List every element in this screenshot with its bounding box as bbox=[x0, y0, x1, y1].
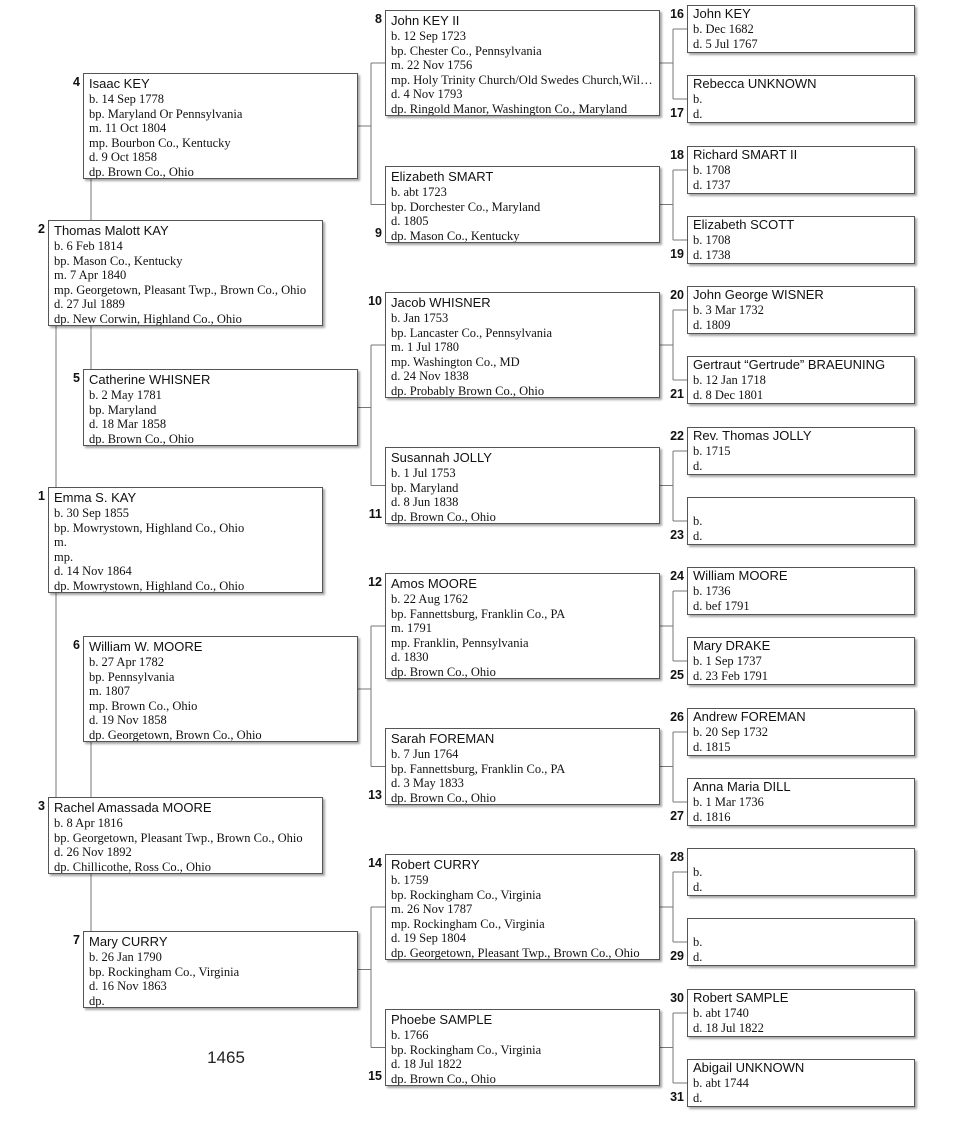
person-number: 12 bbox=[368, 575, 382, 589]
person-fact: dp. Ringold Manor, Washington Co., Maryland bbox=[391, 101, 628, 116]
person-fact: dp. Brown Co., Ohio bbox=[391, 1071, 496, 1086]
person-fact: d. 24 Nov 1838 bbox=[391, 369, 469, 384]
person-name: Mary CURRY bbox=[89, 934, 168, 949]
person-name: Richard SMART II bbox=[693, 147, 798, 162]
person-number: 21 bbox=[670, 387, 684, 401]
person-fact: b. Jan 1753 bbox=[391, 311, 449, 325]
person-box-12 bbox=[385, 573, 660, 679]
person-box-28 bbox=[687, 848, 915, 896]
person-fact: bp. Rockingham Co., Virginia bbox=[89, 964, 240, 979]
person-fact: bp. Maryland Or Pennsylvania bbox=[89, 106, 243, 121]
person-fact: b. Dec 1682 bbox=[693, 22, 754, 36]
person-fact: bp. Maryland bbox=[89, 402, 157, 417]
person-fact: d. bbox=[693, 106, 703, 121]
person-name: Anna Maria DILL bbox=[693, 779, 791, 794]
person-fact: m. 26 Nov 1787 bbox=[391, 902, 473, 917]
person-box-9 bbox=[385, 166, 660, 243]
person-box-17 bbox=[687, 75, 915, 123]
person-fact: bp. Fannettsburg, Franklin Co., PA bbox=[391, 606, 566, 621]
person-box-7 bbox=[83, 931, 358, 1008]
person-fact: bp. Fannettsburg, Franklin Co., PA bbox=[391, 761, 566, 776]
person-name: Sarah FOREMAN bbox=[391, 731, 495, 746]
person-fact: b. 20 Sep 1732 bbox=[693, 725, 768, 739]
person-fact: m. 7 Apr 1840 bbox=[54, 268, 127, 283]
person-fact: m. 1 Jul 1780 bbox=[391, 340, 460, 355]
person-fact: d. 1830 bbox=[391, 650, 429, 665]
person-fact: d. bef 1791 bbox=[693, 598, 750, 613]
person-fact: b. abt 1744 bbox=[693, 1076, 749, 1090]
person-fact: dp. Brown Co., Ohio bbox=[89, 431, 194, 446]
person-name: Rachel Amassada MOORE bbox=[54, 800, 212, 815]
person-name: Phoebe SAMPLE bbox=[391, 1012, 493, 1027]
person-number: 15 bbox=[368, 1069, 382, 1083]
person-fact: d. 18 Jul 1822 bbox=[391, 1057, 462, 1072]
person-fact: d. 8 Dec 1801 bbox=[693, 387, 764, 402]
person-number: 5 bbox=[73, 371, 80, 385]
person-fact: b. bbox=[693, 865, 703, 879]
person-box-30 bbox=[687, 989, 915, 1037]
person-fact: d. 19 Nov 1858 bbox=[89, 713, 167, 728]
person-box-31 bbox=[687, 1059, 915, 1107]
person-box-11 bbox=[385, 447, 660, 524]
person-fact: m. 1807 bbox=[89, 684, 130, 699]
person-fact: d. 23 Feb 1791 bbox=[693, 668, 768, 683]
person-fact: d. 14 Nov 1864 bbox=[54, 564, 132, 579]
person-box-16 bbox=[687, 5, 915, 53]
person-number: 29 bbox=[670, 949, 684, 963]
person-fact: b. 1759 bbox=[391, 873, 429, 887]
person-box-19 bbox=[687, 216, 915, 264]
person-number: 22 bbox=[670, 429, 684, 443]
person-fact: bp. Rockingham Co., Virginia bbox=[391, 887, 542, 902]
person-fact: b. abt 1723 bbox=[391, 185, 447, 199]
person-fact: b. 26 Jan 1790 bbox=[89, 950, 162, 964]
person-box-22 bbox=[687, 427, 915, 475]
person-number: 28 bbox=[670, 850, 684, 864]
person-fact: b. bbox=[693, 935, 703, 949]
person-fact: bp. Rockingham Co., Virginia bbox=[391, 1042, 542, 1057]
person-box-8 bbox=[385, 10, 660, 116]
person-fact: b. 14 Sep 1778 bbox=[89, 92, 164, 106]
person-box-18 bbox=[687, 146, 915, 194]
person-fact: mp. Brown Co., Ohio bbox=[89, 698, 198, 713]
person-fact: b. 1708 bbox=[693, 163, 731, 177]
person-fact: dp. Mason Co., Kentucky bbox=[391, 228, 520, 243]
person-fact: d. bbox=[693, 949, 703, 964]
person-fact: d. 16 Nov 1863 bbox=[89, 979, 167, 994]
person-name: Emma S. KAY bbox=[54, 490, 137, 505]
person-name bbox=[693, 849, 910, 865]
person-name: Elizabeth SMART bbox=[391, 169, 494, 184]
person-fact: b. 1 Sep 1737 bbox=[693, 654, 762, 668]
person-name: Mary DRAKE bbox=[693, 638, 771, 653]
person-fact: mp. Rockingham Co., Virginia bbox=[391, 916, 545, 931]
person-number: 11 bbox=[368, 507, 382, 521]
person-number: 4 bbox=[73, 75, 80, 89]
person-box-13 bbox=[385, 728, 660, 805]
person-fact: mp. Bourbon Co., Kentucky bbox=[89, 135, 231, 150]
person-fact: b. 1715 bbox=[693, 444, 731, 458]
person-number: 18 bbox=[670, 148, 684, 162]
person-fact: b. 1766 bbox=[391, 1028, 429, 1042]
person-fact: d. 1816 bbox=[693, 809, 731, 824]
person-fact: m. 11 Oct 1804 bbox=[89, 121, 167, 136]
person-name: Rebecca UNKNOWN bbox=[693, 76, 817, 91]
person-fact: d. 1738 bbox=[693, 247, 731, 262]
person-box-23 bbox=[687, 497, 915, 545]
person-fact: mp. Franklin, Pennsylvania bbox=[391, 635, 529, 650]
person-name: Isaac KEY bbox=[89, 76, 150, 91]
person-fact: b. 7 Jun 1764 bbox=[391, 747, 459, 761]
person-number: 2 bbox=[38, 222, 45, 236]
person-name: Thomas Malott KAY bbox=[54, 223, 169, 238]
person-number: 31 bbox=[670, 1090, 684, 1104]
person-name: Gertraut “Gertrude” BRAEUNING bbox=[693, 357, 886, 372]
person-name: Susannah JOLLY bbox=[391, 450, 492, 465]
person-box-4 bbox=[83, 73, 358, 179]
person-fact: bp. Dorchester Co., Maryland bbox=[391, 199, 541, 214]
person-name: John KEY bbox=[693, 6, 751, 21]
person-number: 20 bbox=[670, 288, 684, 302]
person-fact: m. 1791 bbox=[391, 621, 432, 636]
person-name: William MOORE bbox=[693, 568, 788, 583]
person-fact: dp. Brown Co., Ohio bbox=[391, 790, 496, 805]
person-name: Andrew FOREMAN bbox=[693, 709, 806, 724]
person-box-29 bbox=[687, 918, 915, 966]
person-fact: mp. bbox=[54, 549, 74, 564]
person-fact: d. 3 May 1833 bbox=[391, 776, 464, 791]
person-fact: b. bbox=[693, 514, 703, 528]
person-fact: dp. New Corwin, Highland Co., Ohio bbox=[54, 311, 242, 326]
person-fact: b. 1 Mar 1736 bbox=[693, 795, 764, 809]
person-fact: b. abt 1740 bbox=[693, 1006, 749, 1020]
person-box-2 bbox=[48, 220, 323, 326]
person-fact: b. 22 Aug 1762 bbox=[391, 592, 469, 606]
person-name: Elizabeth SCOTT bbox=[693, 217, 795, 232]
person-fact: b. 1736 bbox=[693, 584, 731, 598]
person-fact: dp. Brown Co., Ohio bbox=[89, 164, 194, 179]
person-name bbox=[693, 498, 910, 514]
person-number: 24 bbox=[670, 569, 684, 583]
person-number: 19 bbox=[670, 247, 684, 261]
chart-number: 1465 bbox=[207, 1048, 245, 1067]
person-fact: b. 12 Sep 1723 bbox=[391, 29, 466, 43]
person-number: 3 bbox=[38, 799, 45, 813]
person-name: John KEY II bbox=[391, 13, 460, 28]
person-fact: mp. Holy Trinity Church/Old Swedes Church,Wil… bbox=[391, 72, 653, 87]
person-fact: dp. Brown Co., Ohio bbox=[391, 664, 496, 679]
person-fact: d. 19 Sep 1804 bbox=[391, 931, 466, 946]
person-fact: dp. Mowrystown, Highland Co., Ohio bbox=[54, 578, 245, 593]
person-fact: mp. Georgetown, Pleasant Twp., Brown Co., Ohio bbox=[54, 282, 307, 297]
person-number: 14 bbox=[368, 856, 382, 870]
person-fact: b. 12 Jan 1718 bbox=[693, 373, 766, 387]
person-box-20 bbox=[687, 286, 915, 334]
person-fact: bp. Mason Co., Kentucky bbox=[54, 253, 183, 268]
person-fact: dp. Brown Co., Ohio bbox=[391, 509, 496, 524]
person-number: 26 bbox=[670, 710, 684, 724]
person-fact: d. 4 Nov 1793 bbox=[391, 87, 463, 102]
person-fact: d. 1809 bbox=[693, 317, 731, 332]
person-fact: d. 9 Oct 1858 bbox=[89, 150, 158, 165]
person-name: Robert SAMPLE bbox=[693, 990, 789, 1005]
person-number: 25 bbox=[670, 668, 684, 682]
person-number: 10 bbox=[368, 294, 382, 308]
person-name: Abigail UNKNOWN bbox=[693, 1060, 805, 1075]
person-fact: b. 3 Mar 1732 bbox=[693, 303, 764, 317]
person-number: 9 bbox=[375, 226, 382, 240]
person-box-5 bbox=[83, 369, 358, 446]
person-fact: d. bbox=[693, 1090, 703, 1105]
person-box-10 bbox=[385, 292, 660, 398]
person-fact: dp. Georgetown, Brown Co., Ohio bbox=[89, 727, 262, 742]
person-fact: dp. Georgetown, Pleasant Twp., Brown Co., Ohio bbox=[391, 945, 640, 960]
person-box-24 bbox=[687, 567, 915, 615]
person-box-27 bbox=[687, 778, 915, 826]
person-number: 1 bbox=[38, 489, 45, 503]
person-number: 17 bbox=[670, 106, 684, 120]
person-fact: d. 18 Mar 1858 bbox=[89, 417, 167, 432]
person-fact: bp. Chester Co., Pennsylvania bbox=[391, 43, 542, 58]
person-fact: d. bbox=[693, 458, 703, 473]
person-fact: bp. Georgetown, Pleasant Twp., Brown Co., Ohio bbox=[54, 830, 303, 845]
person-name: Jacob WHISNER bbox=[391, 295, 491, 310]
person-fact: d. 26 Nov 1892 bbox=[54, 845, 132, 860]
person-fact: dp. Probably Brown Co., Ohio bbox=[391, 383, 545, 398]
person-name: Robert CURRY bbox=[391, 857, 480, 872]
person-fact: mp. Washington Co., MD bbox=[391, 354, 520, 369]
person-name: William W. MOORE bbox=[89, 639, 203, 654]
person-name: Catherine WHISNER bbox=[89, 372, 211, 387]
person-box-21 bbox=[687, 356, 915, 404]
person-fact: d. 1737 bbox=[693, 177, 731, 192]
person-number: 30 bbox=[670, 991, 684, 1005]
person-number: 6 bbox=[73, 638, 80, 652]
person-fact: d. bbox=[693, 879, 703, 894]
person-number: 16 bbox=[670, 7, 684, 21]
person-number: 7 bbox=[73, 933, 80, 947]
person-fact: m. 22 Nov 1756 bbox=[391, 58, 473, 73]
person-fact: d. 1805 bbox=[391, 214, 429, 229]
person-fact: b. 30 Sep 1855 bbox=[54, 506, 129, 520]
person-number: 13 bbox=[368, 788, 382, 802]
person-fact: b. bbox=[693, 92, 703, 106]
person-fact: bp. Pennsylvania bbox=[89, 669, 175, 684]
person-box-14 bbox=[385, 854, 660, 960]
person-fact: b. 8 Apr 1816 bbox=[54, 816, 123, 830]
person-fact: m. bbox=[54, 535, 67, 550]
person-fact: b. 27 Apr 1782 bbox=[89, 655, 164, 669]
person-number: 27 bbox=[670, 809, 684, 823]
person-fact: bp. Lancaster Co., Pennsylvania bbox=[391, 325, 553, 340]
person-box-25 bbox=[687, 637, 915, 685]
person-box-1 bbox=[48, 487, 323, 593]
person-fact: bp. Maryland bbox=[391, 480, 459, 495]
person-fact: d. 8 Jun 1838 bbox=[391, 495, 459, 510]
person-box-3 bbox=[48, 797, 323, 874]
person-fact: d. 5 Jul 1767 bbox=[693, 36, 758, 51]
person-number: 23 bbox=[670, 528, 684, 542]
person-fact: b. 1 Jul 1753 bbox=[391, 466, 456, 480]
person-fact: b. 2 May 1781 bbox=[89, 388, 162, 402]
person-fact: dp. bbox=[89, 993, 105, 1008]
person-name: Rev. Thomas JOLLY bbox=[693, 428, 812, 443]
person-fact: d. 18 Jul 1822 bbox=[693, 1020, 764, 1035]
person-fact: b. 6 Feb 1814 bbox=[54, 239, 123, 253]
person-name bbox=[693, 919, 910, 935]
person-number: 8 bbox=[375, 12, 382, 26]
person-fact: b. 1708 bbox=[693, 233, 731, 247]
person-fact: bp. Mowrystown, Highland Co., Ohio bbox=[54, 520, 245, 535]
person-box-6 bbox=[83, 636, 358, 742]
person-name: Amos MOORE bbox=[391, 576, 477, 591]
person-fact: d. 27 Jul 1889 bbox=[54, 297, 125, 312]
person-box-26 bbox=[687, 708, 915, 756]
person-box-15 bbox=[385, 1009, 660, 1086]
person-fact: d. 1815 bbox=[693, 739, 731, 754]
person-fact: d. bbox=[693, 528, 703, 543]
person-fact: dp. Chillicothe, Ross Co., Ohio bbox=[54, 859, 211, 874]
person-name: John George WISNER bbox=[693, 287, 824, 302]
